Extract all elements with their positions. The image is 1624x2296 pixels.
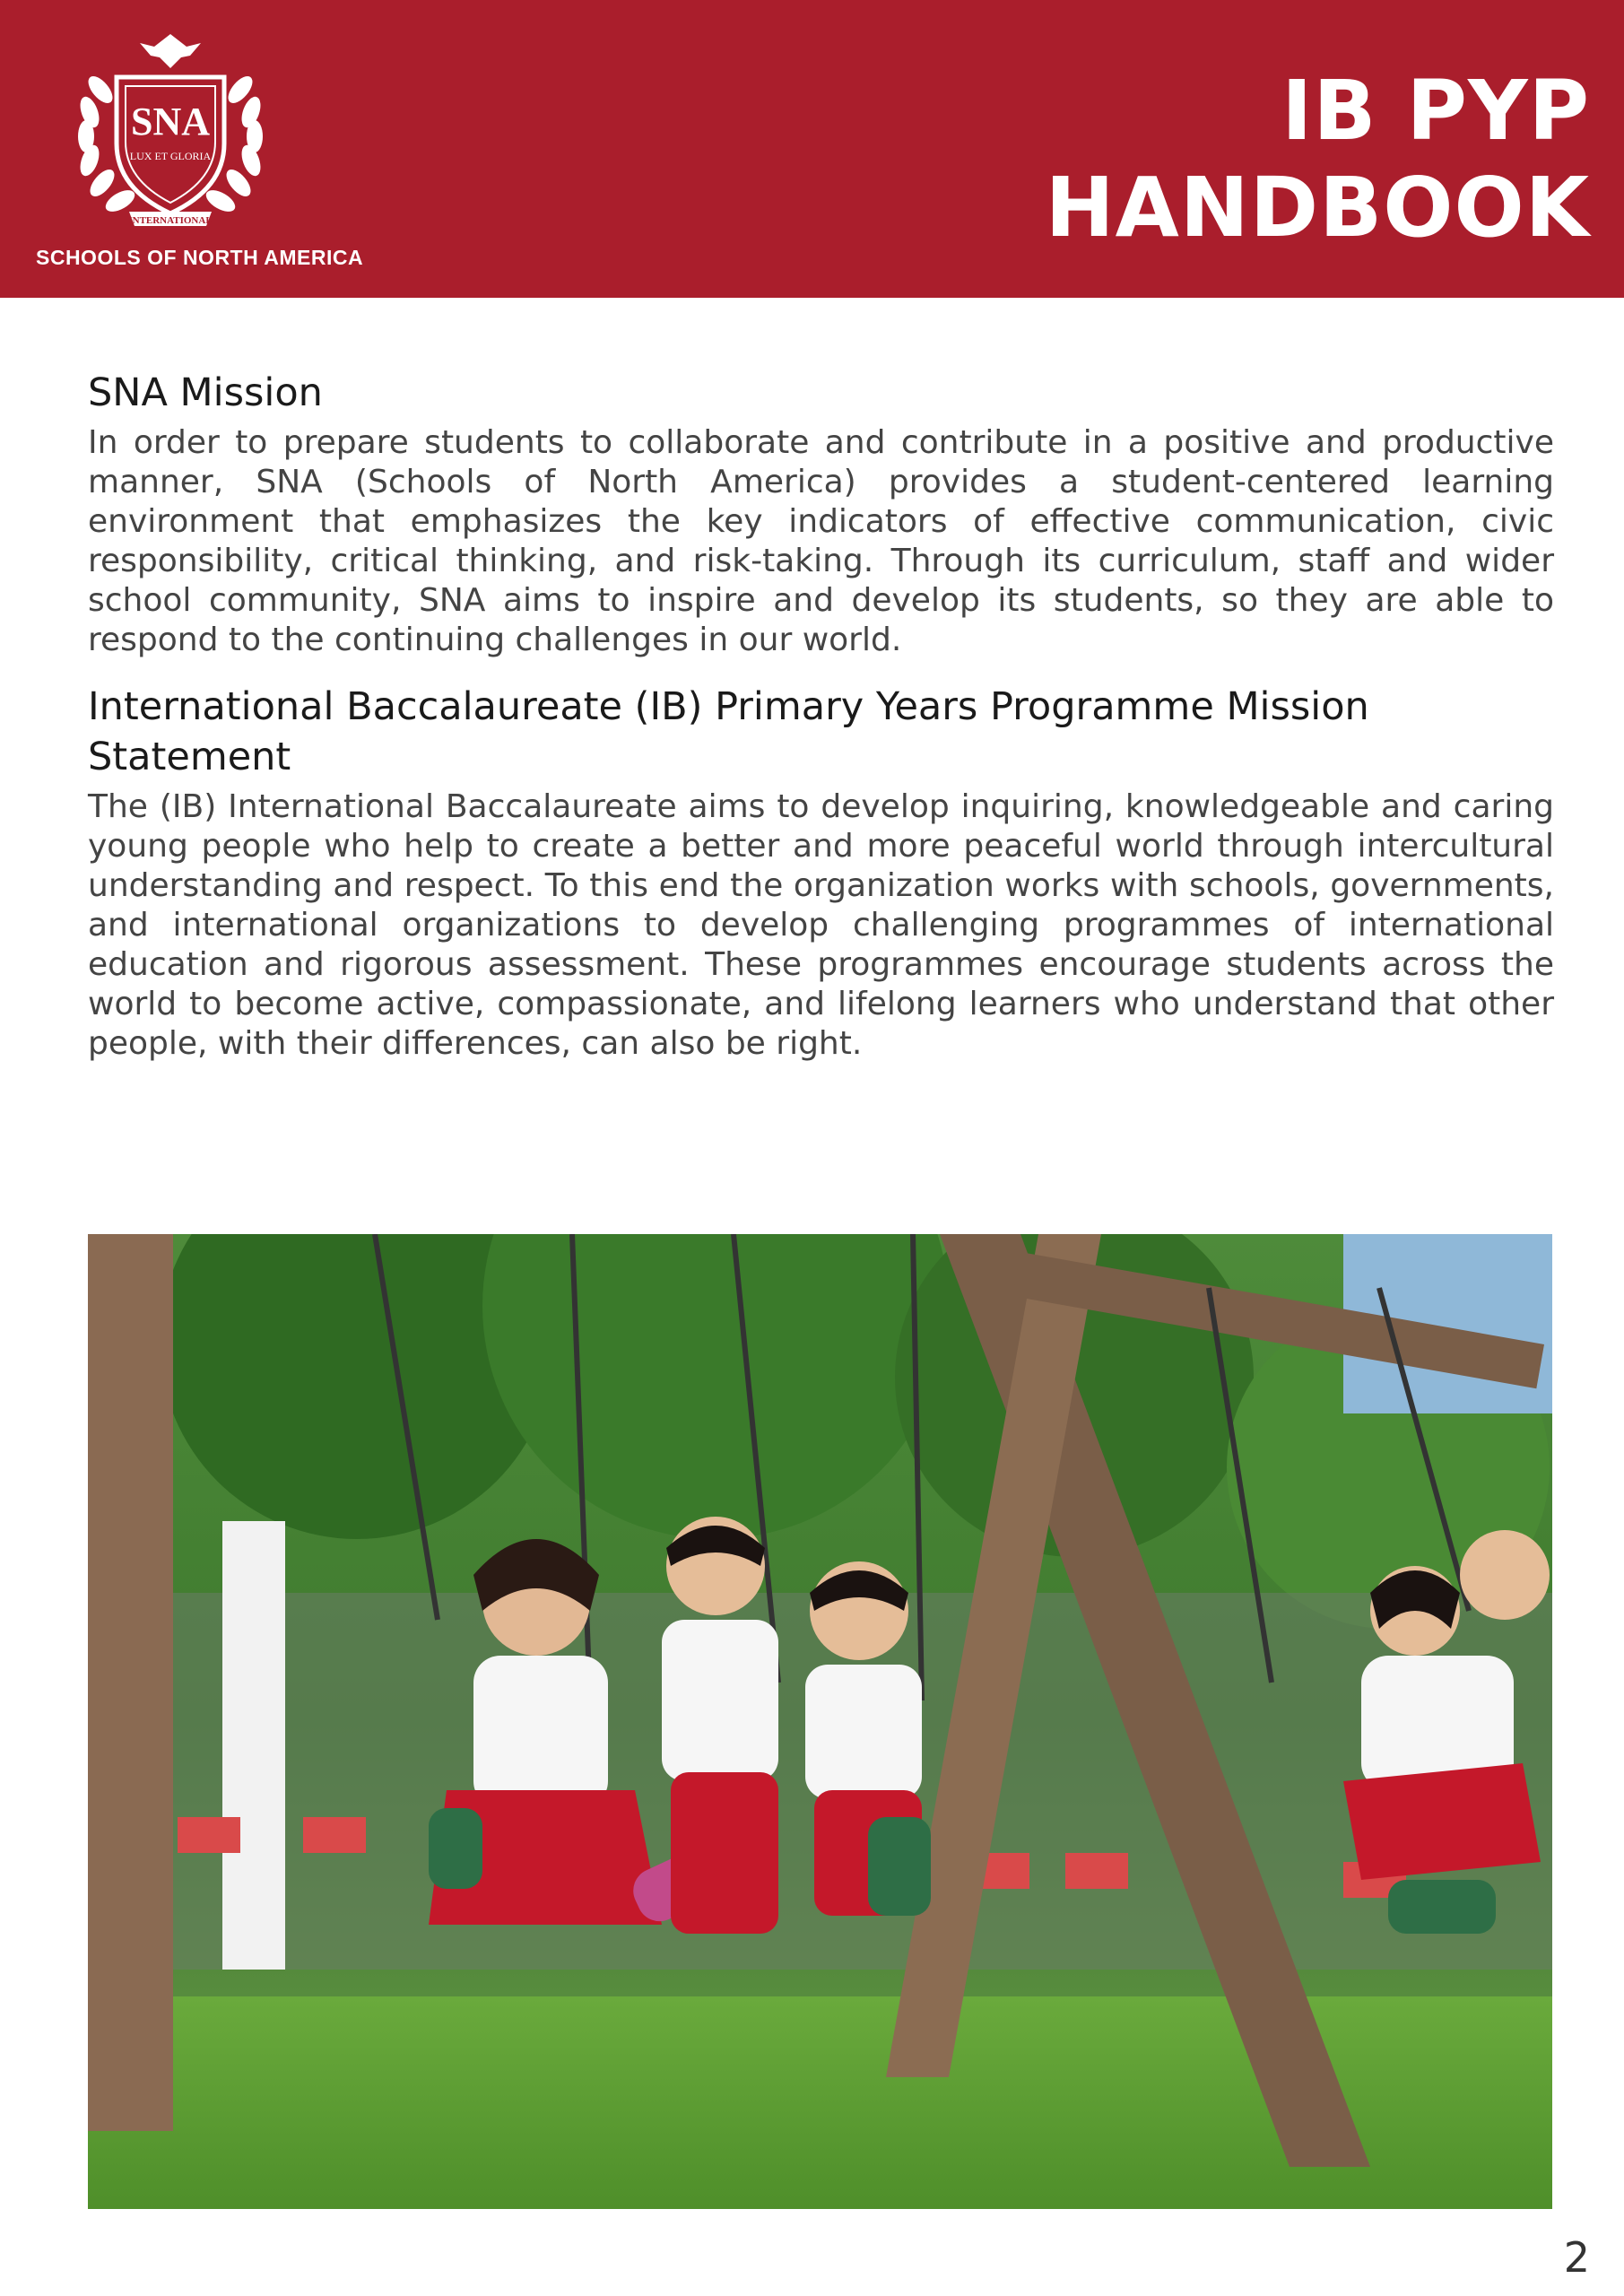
svg-text:SNA: SNA: [130, 100, 211, 144]
sna-mission-heading: SNA Mission: [88, 370, 323, 415]
ib-mission-heading: International Baccalaureate (IB) Primary Years Programme Mission Statement: [88, 684, 1369, 779]
page-content: [88, 368, 1554, 1064]
crest-icon: [54, 27, 287, 242]
title-line-2: HANDBOOK: [1045, 160, 1590, 256]
photo-illustration: [88, 1234, 1552, 2209]
svg-text:INTERNATIONAL: INTERNATIONAL: [128, 215, 213, 226]
school-logo: [36, 27, 364, 278]
title-line-1: IB PYP: [1281, 63, 1590, 159]
playground-swing-photo: [88, 1234, 1552, 2209]
handbook-title: [1046, 63, 1590, 257]
page-number: 2: [1563, 2233, 1590, 2282]
page-header: [0, 0, 1624, 298]
svg-text:LUX ET GLORIA: LUX ET GLORIA: [129, 150, 212, 162]
sna-mission-body: In order to prepare students to collaborate and contribute in a positive and productive manner, SNA (Schools of North America) provides a student-centered learning environment that emphasizes the key indicators of effective communication, civic responsibility, critical thinking, and risk-taking. Through its curriculum, staff and wider school community, SNA aims to inspire and develop its students, so they are able to respond to the continuing challenges in our world.: [88, 424, 1554, 658]
school-name: SCHOOLS OF NORTH AMERICA: [36, 246, 364, 269]
ib-mission-body: The (IB) International Baccalaureate aims to develop inquiring, knowledgeable and caring young people who help to create a better and more peaceful world through intercultural understanding and respect. To this end the organization works with schools, governments, and international organizations to develop challenging programmes of international education and rigorous assessment. These programmes encourage students across the world to become active, compassionate, and lifelong learners who understand that other people, with their differences, can also be right.: [88, 788, 1554, 1062]
